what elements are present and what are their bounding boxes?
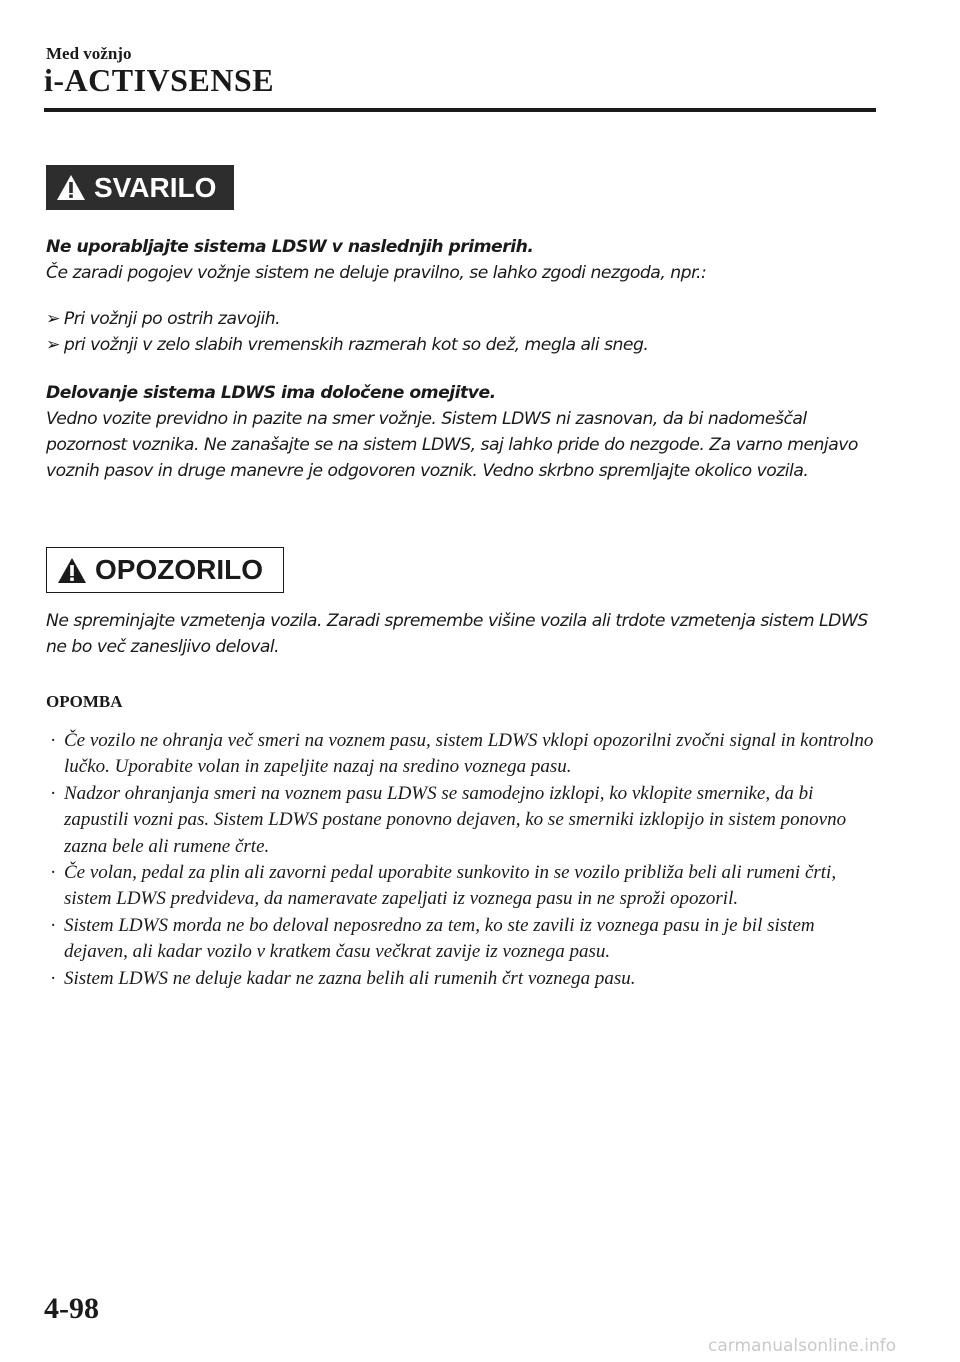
warning-triangle-icon (57, 557, 87, 584)
warning-text-1: Če zaradi pogojev vožnje sistem ne deluje pravilno, se lahko zgodi nezgoda, npr.: (46, 263, 707, 283)
bullet-dot-icon: · (50, 967, 57, 989)
warning-badge (46, 165, 234, 210)
warning-bullet-text: pri vožnji v zelo slabih vremenskih razmerah kot so dež, megla ali sneg. (63, 335, 649, 355)
list-item (46, 966, 876, 992)
chapter-title: i-ACTIVSENSE (44, 62, 275, 98)
caution-badge (46, 547, 284, 593)
caution-text: Ne spreminjajte vzmetenja vozila. Zaradi spremembe višine vozila ali trdote vzmetenja sistem LDWS ne bo več zanesljivo deloval. (46, 611, 868, 657)
header-divider (44, 108, 876, 112)
arrow-bullet-icon: ➢ (46, 335, 60, 355)
note-item-text: Sistem LDWS ne deluje kadar ne zazna belih ali rumenih črt voznega pasu. (64, 967, 636, 989)
note-item-text: Nadzor ohranjanja smeri na voznem pasu LDWS se samodejno izklopi, ko vklopite smernike, da bi zapustili vozni pas. Sistem LDWS postane ponovno dejaven, ko se smerniki izklopijo in sistem ponovno zazna bele ali rumene črte. (64, 782, 847, 857)
warning-badge-label: SVARILO (94, 171, 217, 203)
note-heading: OPOMBA (46, 692, 123, 711)
section-label: Med vožnjo (46, 44, 132, 63)
watermark: carmanualsonline.info (708, 1336, 897, 1356)
warning-triangle-icon (56, 174, 86, 201)
warning-text-2: Vedno vozite previdno in pazite na smer vožnje. Sistem LDWS ni zasnovan, da bi nadomeščal pozornost voznika. Ne zanašajte se na sistem LDWS, saj lahko pride do nezgode. Za varno menjavo voznih pasov in druge manevre je odgovoren voznik. Vedno skrbno spremljajte okolico vozila. (46, 409, 858, 481)
bullet-dot-icon: · (50, 782, 57, 804)
list-item (46, 860, 876, 913)
page-number: 4-98 (44, 1292, 99, 1325)
warning-bullet-text: Pri vožnji po ostrih zavojih. (63, 309, 281, 329)
list-item (46, 728, 876, 781)
warning-bullet (46, 306, 886, 332)
note-item-text: Če vozilo ne ohranja več smeri na voznem pasu, sistem LDWS vklopi opozorilni zvočni signal in kontrolno lučko. Uporabite volan in zapeljite nazaj na sredino voznega pasu. (64, 730, 874, 778)
warning-heading-2: Delovanje sistema LDWS ima določene omejitve. (46, 383, 496, 403)
arrow-bullet-icon: ➢ (46, 309, 60, 329)
warning-bullet (46, 332, 886, 358)
note-list (46, 728, 876, 992)
list-item (46, 913, 876, 966)
bullet-dot-icon: · (50, 730, 57, 751)
list-item (46, 781, 876, 860)
note-item-text: Sistem LDWS morda ne bo deloval neposredno za tem, ko ste zavili iz voznega pasu in je bil sistem dejaven, ali kadar vozilo v kratkem času večkrat zavije iz voznega pasu. (64, 914, 815, 963)
bullet-dot-icon: · (50, 862, 57, 884)
note-item-text: Če volan, pedal za plin ali zavorni pedal uporabite sunkovito in se vozilo približa beli ali rumeni črti, sistem LDWS predvideva, da nameravate zapeljati iz voznega pasu in ne sproži opozoril. (64, 862, 837, 910)
bullet-dot-icon: · (50, 914, 57, 936)
warning-heading-1: Ne uporabljajte sistema LDSW v naslednjih primerih. (46, 237, 534, 257)
caution-badge-label: OPOZORILO (95, 554, 263, 585)
